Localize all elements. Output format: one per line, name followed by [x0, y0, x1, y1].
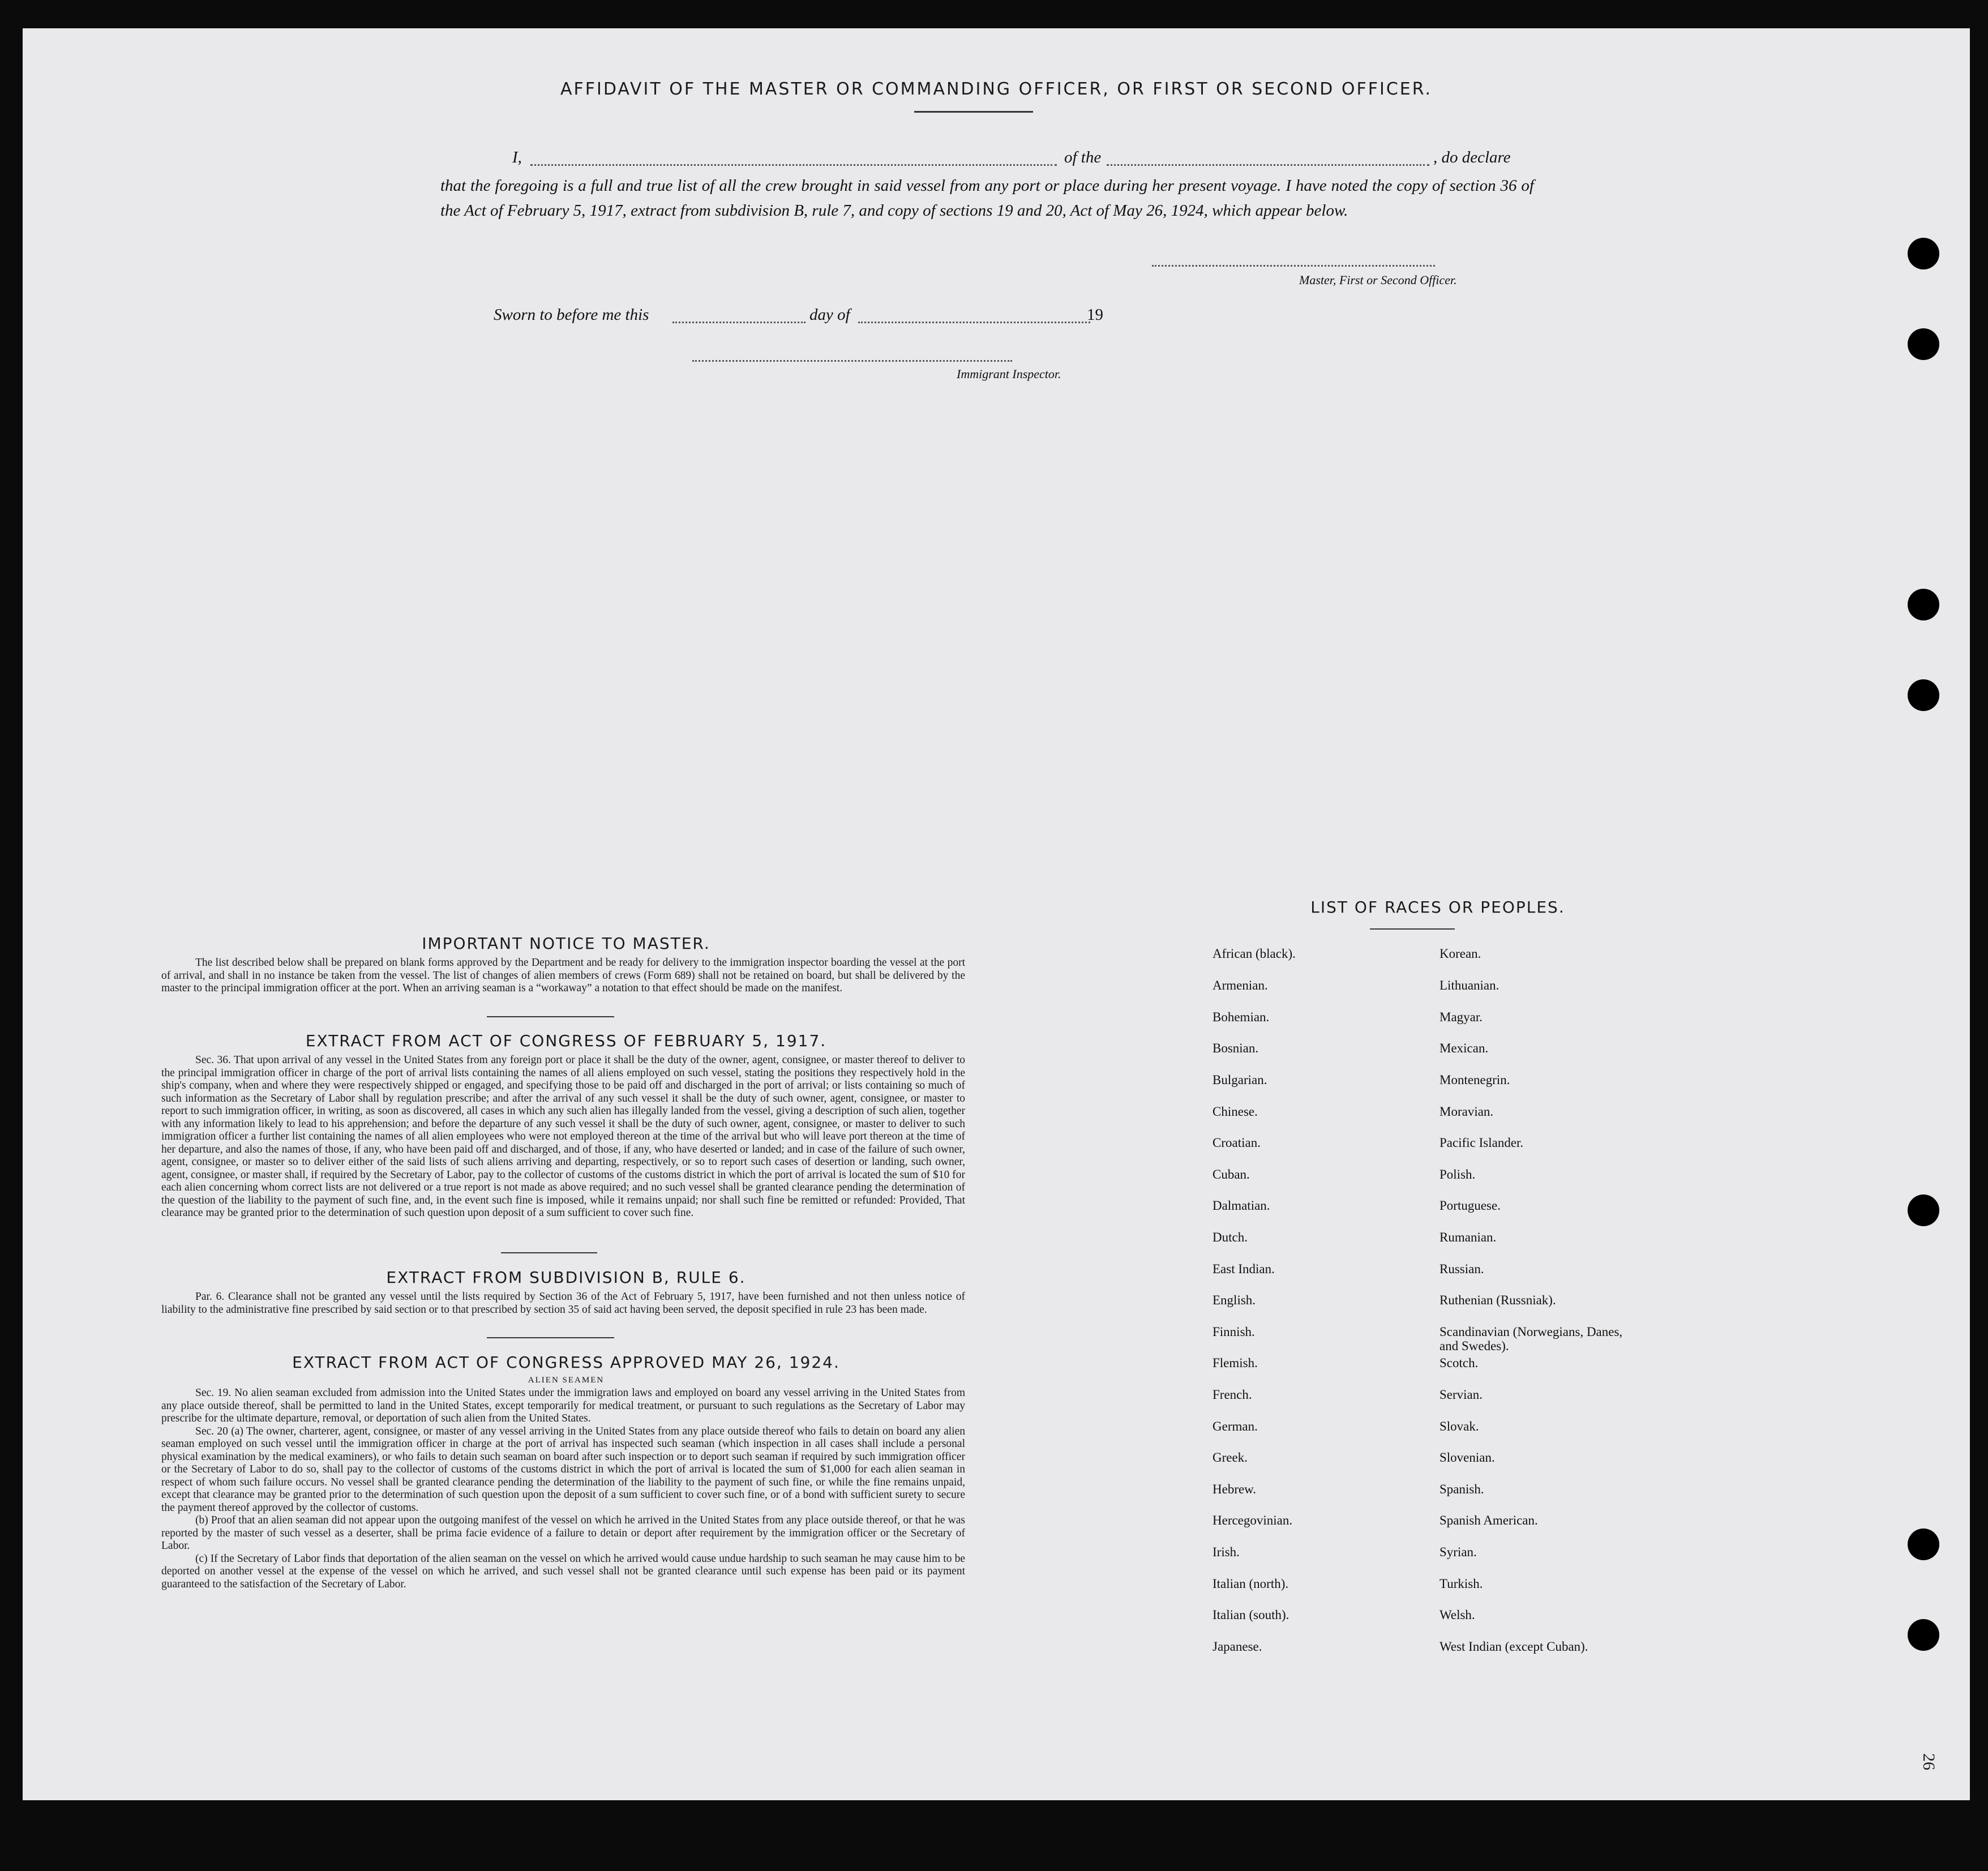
- notice-title: IMPORTANT NOTICE TO MASTER.: [422, 934, 710, 953]
- race-item: Lithuanian.: [1439, 978, 1499, 992]
- race-item: Slovenian.: [1439, 1450, 1495, 1465]
- race-item: Dalmatian.: [1212, 1198, 1270, 1213]
- name-blank: [530, 164, 1057, 166]
- punch-hole: [1908, 1619, 1939, 1651]
- race-item: Moravian.: [1439, 1104, 1494, 1119]
- inspector-label: Immigrant Inspector.: [957, 367, 1061, 381]
- race-item: Italian (north).: [1212, 1577, 1289, 1591]
- sworn-day-of: day of: [809, 306, 850, 324]
- punch-hole: [1908, 1529, 1939, 1560]
- title-underline: [914, 111, 1033, 113]
- race-item: Spanish American.: [1439, 1513, 1538, 1527]
- notice-divider: [487, 1016, 614, 1017]
- affidavit-body: [440, 173, 1534, 223]
- race-item: Bohemian.: [1212, 1010, 1270, 1024]
- race-item: Cuban.: [1212, 1167, 1250, 1181]
- affidavit-declare: , do declare: [1433, 148, 1511, 166]
- subdivision-text: Par. 6. Clearance shall not be granted any vessel until the lists required by Section 36 of the Act of February 5, 1917, have been furnished and not then unless notice of liability to the administrative fine prescribed by said section or to that prescribed by section 35 of said act having been served, the deposit specified in rule 23 has been made.: [161, 1291, 965, 1316]
- race-item: Slovak.: [1439, 1419, 1479, 1433]
- race-item: Bulgarian.: [1212, 1073, 1267, 1087]
- race-item: Flemish.: [1212, 1356, 1258, 1370]
- race-item: Scotch.: [1439, 1356, 1479, 1370]
- race-item: Welsh.: [1439, 1608, 1475, 1622]
- race-item: French.: [1212, 1388, 1252, 1402]
- race-item: East Indian.: [1212, 1262, 1275, 1276]
- race-item: Irish.: [1212, 1545, 1240, 1559]
- race-item: Turkish.: [1439, 1577, 1483, 1591]
- sec-19-text: Sec. 19. No alien seaman excluded from admission into the United States under the immigration laws and employed on board any vessel arriving in the United States from any place outside thereof, shall be permitted to land in the United States, except temporarily for medical treatment, or pursuant to such regulations as the Secretary of Labor may prescribe for the ultimate departure, removal, or deportation of such alien from the United States.: [161, 1387, 965, 1424]
- race-item: Magyar.: [1439, 1010, 1483, 1024]
- sworn-day-blank: [672, 322, 806, 323]
- sworn-year: 19: [1087, 306, 1103, 324]
- race-item: Armenian.: [1212, 978, 1268, 992]
- race-item: German.: [1212, 1419, 1258, 1433]
- race-item: Korean.: [1439, 947, 1481, 961]
- punch-hole: [1908, 679, 1939, 711]
- race-item: Servian.: [1439, 1388, 1483, 1402]
- race-item: West Indian (except Cuban).: [1439, 1639, 1588, 1654]
- extract-1917-divider: [501, 1252, 597, 1253]
- race-item: Scandinavian (Norwegians, Danes, and Swedes).: [1439, 1325, 1623, 1353]
- race-item: Italian (south).: [1212, 1608, 1289, 1622]
- sworn-prefix: Sworn to before me this: [494, 306, 649, 324]
- signature-blank: [1152, 265, 1435, 267]
- race-item: Mexican.: [1439, 1041, 1489, 1055]
- race-item: Japanese.: [1212, 1639, 1262, 1654]
- subdivision-title: EXTRACT FROM SUBDIVISION B, RULE 6.: [386, 1268, 746, 1287]
- punch-hole: [1908, 238, 1939, 269]
- race-item: Polish.: [1439, 1167, 1476, 1181]
- sec-20c-text: (c) If the Secretary of Labor finds that deportation of the alien seaman on the vessel on which he arrived would cause undue hardship to such seaman he may cause him to be deported on another vessel at the expense of the vessel on which he arrived, and such vessel shall not be granted clearance until such expense has been paid or its payment guaranteed to the satisfaction of the Secretary of Labor.: [161, 1552, 965, 1590]
- race-item: Dutch.: [1212, 1230, 1248, 1244]
- extract-1924-subtitle: ALIEN SEAMEN: [528, 1376, 605, 1385]
- punch-hole: [1908, 328, 1939, 360]
- race-item: Russian.: [1439, 1262, 1484, 1276]
- punch-hole: [1908, 1194, 1939, 1226]
- signature-label: Master, First or Second Officer.: [1299, 273, 1457, 287]
- margin-page-note: 26: [1920, 1753, 1938, 1770]
- extract-1917-title: EXTRACT FROM ACT OF CONGRESS OF FEBRUARY 5, 1917.: [305, 1031, 827, 1050]
- sec-20a-text: Sec. 20 (a) The owner, charterer, agent, consignee, or master of any vessel arriving in the United States from any place outside thereof who fails to detain on board any alien seaman employed on such vessel until the immigration officer in charge at the port of arrival has inspected such seaman (which inspection in all cases shall include a personal physical examination by the medical examiners), or who fails to detain such seaman on board after such inspection or to deport such seaman if required by such immigration officer or the Secretary of Labor to do so, shall pay to the collector of customs of the customs district in which the port of arrival is located the sum of $1,000 for each alien seaman in respect of whom such failure occurs. No vessel shall be granted clearance pending the determination of the liability to the payment of such fine, or while the fine remains unpaid, except that clearance may be granted prior to the determination of such question upon the deposit of a sum sufficient to cover such fine, or of a bond with sufficient surety to secure the payment thereof approved by the collector of customs.: [161, 1425, 965, 1514]
- race-item: Syrian.: [1439, 1545, 1477, 1559]
- sworn-month-blank: [858, 322, 1090, 323]
- race-item: Chinese.: [1212, 1104, 1258, 1119]
- inspector-blank: [692, 360, 1012, 362]
- race-item: Rumanian.: [1439, 1230, 1497, 1244]
- extract-1924-body: [161, 1387, 965, 1591]
- race-item: English.: [1212, 1293, 1256, 1307]
- subdivision-divider: [487, 1337, 614, 1338]
- race-item: Hercegovinian.: [1212, 1513, 1293, 1527]
- affidavit-i: I,: [512, 148, 522, 166]
- race-item: Bosnian.: [1212, 1041, 1259, 1055]
- affidavit-body-text: that the foregoing is a full and true list of all the crew brought in said vessel from any port or place during her present voyage. I have noted the copy of section 36 of the Act of February 5, 1917, extract from subdivision B, rule 7, and copy of sections 19 and 20, Act of May 26, 1924, which appear below.: [440, 177, 1534, 220]
- race-item: African (black).: [1212, 947, 1296, 961]
- notice-text: The list described below shall be prepared on blank forms approved by the Department and be ready for delivery to the immigration inspector boarding the vessel at the port of arrival, and shall in no instance be taken from the vessel. The list of changes of alien members of crews (Form 689) shall not be retained on board, but shall be delivered by the master to the principal immigration officer at the port. When an arriving seaman is a “workaway” a notation to that effect should be made on the manifest.: [161, 957, 965, 994]
- extract-1924-title: EXTRACT FROM ACT OF CONGRESS APPROVED MAY 26, 1924.: [292, 1353, 840, 1372]
- race-item: Croatian.: [1212, 1136, 1261, 1150]
- race-item: Spanish.: [1439, 1482, 1484, 1496]
- document-page: [23, 28, 1970, 1800]
- affidavit-of-the: of the: [1064, 148, 1102, 166]
- race-item: Finnish.: [1212, 1325, 1255, 1339]
- extract-1917-text: Sec. 36. That upon arrival of any vessel in the United States from any foreign port or place it shall be the duty of the owner, agent, consignee, or master thereof to deliver to the principal immigration officer in charge of the port of arrival lists containing the names of all aliens employed on such vessel, stating the positions they respectively hold in the ship's company, when and where they were respectively shipped or engaged, and specifying those to be paid off and discharged in the port of arrival; or lists containing so much of such information as the Secretary of Labor shall by regulation prescribe; and after the arrival of any such vessel it shall be the duty of such owner, agent, consignee, or master to report to such immigration officer, in writing, as soon as discovered, all cases in which any such alien has illegally landed from the vessel, giving a description of such alien, together with any information likely to lead to his apprehension; and before the departure of any such vessel it shall be the duty of such owner, agent, consignee, or master to deliver to such immigration officer a further list containing the names of all alien employees who were not employed thereon at the time of the arrival but who will leave port thereon at the time of her departure, and also the names of those, if any, who have been paid off and discharged, and of those, if any, who have deserted or landed; and in case of the failure of such owner, agent, consignee, or master so to deliver either of the said lists of such aliens arriving and departing, respectively, or so to report such cases of desertion or landing, such owner, agent, consignee, or master shall, if required by the Secretary of Labor, pay to the collector of customs of the customs district in which the port of arrival is located the sum of $10 for each alien concerning whom correct lists are not delivered or a true report is not made as above required; and no such vessel shall be granted clearance pending the determination of the question of the liability to the payment of such fine, and, in the event such fine is imposed, while it remains unpaid; nor shall such fine be remitted or refunded: Provided, That clearance may be granted prior to the determination of such question upon deposit of a sum sufficient to cover such fine.: [161, 1054, 965, 1219]
- race-item: Hebrew.: [1212, 1482, 1257, 1496]
- race-item: Portuguese.: [1439, 1198, 1501, 1213]
- race-item: Montenegrin.: [1439, 1073, 1510, 1087]
- race-item: Greek.: [1212, 1450, 1248, 1465]
- races-title: LIST OF RACES OR PEOPLES.: [1310, 898, 1565, 917]
- vessel-blank: [1107, 164, 1429, 166]
- race-item: Ruthenian (Russniak).: [1439, 1293, 1556, 1307]
- races-underline: [1370, 928, 1455, 930]
- race-item: Pacific Islander.: [1439, 1136, 1524, 1150]
- sec-20b-text: (b) Proof that an alien seaman did not appear upon the outgoing manifest of the vessel on which he arrived in the United States from any place outside thereof, or that he was reported by the master of such vessel as a deserter, shall be prima facie evidence of a failure to detain or deport after requirement by the immigration officer or the Secretary of Labor.: [161, 1514, 965, 1552]
- affidavit-title: AFFIDAVIT OF THE MASTER OR COMMANDING OFFICER, OR FIRST OR SECOND OFFICER.: [560, 79, 1433, 99]
- punch-hole: [1908, 589, 1939, 620]
